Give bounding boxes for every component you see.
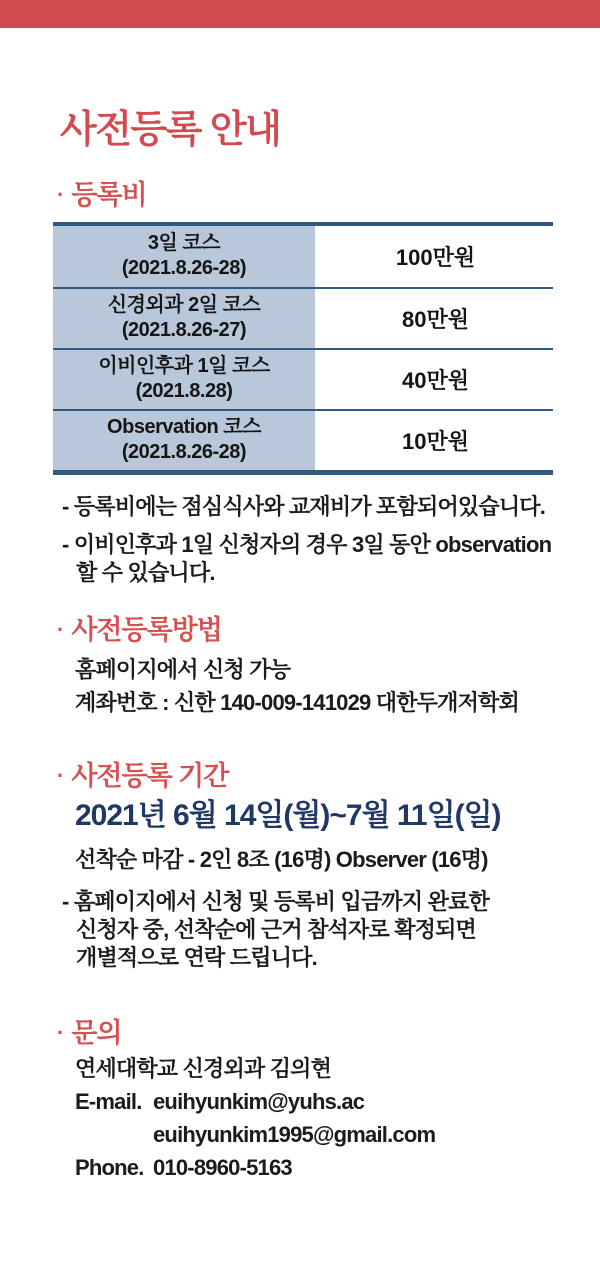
method-homepage-line: 홈페이지에서 신청 가능 (75, 656, 291, 682)
phone-number: 010-8960-5163 (153, 1154, 292, 1180)
announcement-body (0, 108, 600, 1184)
course-cell (53, 289, 318, 348)
method-details (56, 653, 556, 719)
fee-note-included: - 등록비에는 점심식사와 교재비가 포함되어있습니다. (62, 493, 546, 519)
price-cell: 100만원 (395, 244, 476, 270)
course-name: 이비인후과 1일 코스 (98, 355, 270, 378)
bullet-dot: · (57, 762, 64, 788)
course-cell (53, 350, 318, 409)
course-cell (53, 411, 318, 470)
top-accent-bar (0, 0, 600, 28)
period-note (62, 888, 556, 972)
course-dates: (2021.8.28) (135, 380, 233, 403)
price-cell: 40만원 (402, 367, 469, 393)
period-note-line3: 개별적으로 연락 드립니다. (76, 944, 317, 970)
contact-section-heading (57, 1016, 556, 1050)
period-section-heading (57, 759, 556, 793)
course-name: 신경외과 2일 코스 (107, 294, 261, 317)
table-row (53, 287, 553, 348)
contact-phone-row (75, 1151, 556, 1184)
phone-label: Phone. (75, 1154, 144, 1180)
table-row (53, 348, 553, 409)
contact-details (56, 1052, 556, 1184)
course-name: Observation 코스 (107, 416, 261, 439)
course-cell (53, 226, 318, 287)
contact-affiliation: 연세대학교 신경외과 김의현 (75, 1055, 332, 1081)
price-cell: 80만원 (402, 306, 469, 332)
registration-period-dates: 2021년 6월 14일(월)~7월 11일(일) (75, 798, 501, 832)
price-cell: 10만원 (402, 428, 469, 454)
contact-email2-row (75, 1118, 556, 1151)
period-note-line1: - 홈페이지에서 신청 및 등록비 입금까지 완료한 (62, 888, 489, 914)
capacity-line: 선착순 마감 - 2인 8조 (16명) Observer (16명) (75, 846, 488, 872)
fee-section-heading (57, 178, 556, 212)
email-label-spacer (75, 1118, 153, 1151)
contact-email-row (75, 1085, 556, 1118)
method-account-line: 계좌번호 : 신한 140-009-141029 대한두개저학회 (75, 689, 519, 715)
method-section-heading-label: 사전등록방법 (71, 614, 222, 645)
table-row (53, 226, 553, 287)
fee-note-observation-line2: 할 수 있습니다. (76, 559, 215, 585)
fee-note-observation (62, 531, 556, 587)
course-dates: (2021.8.26-28) (121, 441, 247, 464)
period-note-line2: 신청자 중, 선착순에 근거 참석자로 확정되면 (76, 916, 477, 942)
fee-section-heading-label: 등록비 (71, 179, 147, 210)
email-primary: euihyunkim@yuhs.ac (153, 1088, 365, 1114)
method-section-heading (57, 613, 556, 647)
table-row (53, 409, 553, 470)
page-title: 사전등록 안내 (60, 109, 281, 151)
contact-section-heading-label: 문의 (71, 1017, 122, 1048)
bullet-dot: · (57, 181, 64, 207)
fee-table (53, 222, 553, 475)
fee-note-observation-line1: - 이비인후과 1일 신청자의 경우 3일 동안 observation (62, 531, 552, 557)
bullet-dot: · (57, 1019, 64, 1045)
email-label: E-mail. (75, 1088, 142, 1114)
email-secondary: euihyunkim1995@gmail.com (153, 1121, 436, 1147)
course-name: 3일 코스 (147, 232, 221, 255)
bullet-dot: · (57, 616, 64, 642)
period-section-heading-label: 사전등록 기간 (71, 760, 229, 791)
course-dates: (2021.8.26-28) (121, 257, 247, 280)
course-dates: (2021.8.26-27) (121, 319, 247, 342)
